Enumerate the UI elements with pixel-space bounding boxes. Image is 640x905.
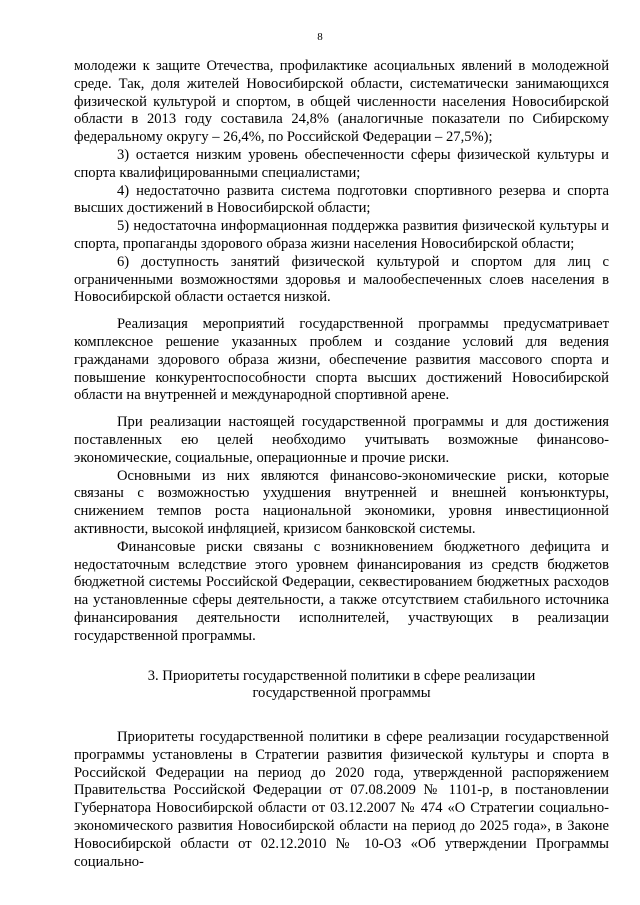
paragraph-continuation: молодежи к защите Отечества, профилактике асоциальных явлений в молодежной среде. Так, доля жителей Новосибирской области, систематически занимающихся физической культурой и спортом, в общей численности населения Новосибирской области в 2013 году составила 24,8% (аналогичные показатели по Сибирскому федеральному округу – 26,4%, по Российской Федерации – 27,5%);	[74, 58, 609, 146]
paragraph-risks-intro: При реализации настоящей государственной программы и для достижения поставленных ею целей необходимо учитывать возможные финансово-экономические, социальные, операционные и прочие риски.	[74, 414, 609, 466]
section-3-heading: 3. Приоритеты государственной политики в сфере реализации государственной программы	[147, 667, 536, 702]
page-number: 8	[317, 31, 323, 43]
paragraph-item-6: 6) доступность занятий физической культурой и спортом для лиц с ограниченными возможностями здоровья и малообеспеченных слоев населения в Новосибирской области остается низкой.	[74, 253, 609, 306]
paragraph-economic-risks: Основными из них являются финансово-экономические риски, которые связаны с возможностью ухудшения внутренней и внешней конъюнктуры, снижением темпов роста национальной экономики, уровня инвестиционной активности, высокой инфляцией, кризисом банковской системы.	[74, 467, 609, 537]
paragraph-priorities: Приоритеты государственной политики в сфере реализации государственной программы установлены в Стратегии развития физической культуры и спорта в Российской Федерации на период до 2020 года, утвержденной распоряжением Правительства Российской Федерации от 07.08.2009 № 1101-р, в постановлении Губернатора Новосибирской области от 03.12.2007 № 474 «О Стратегии социально-экономического развития Новосибирской области на период до 2025 года», в Законе Новосибирской области от 02.12.2010 № 10-ОЗ «Об утверждении Программы социально-	[74, 729, 609, 870]
paragraph-financial-risks: Финансовые риски связаны с возникновением бюджетного дефицита и недостаточным вследствие этого уровнем финансирования из средств бюджетов бюджетной системы Российской Федерации, секвестированием бюджетных расходов на установленные сферы деятельности, а также отсутствием стабильного источника финансирования деятельности исполнителей, участвующих в реализации государственной программы.	[74, 538, 609, 644]
paragraph-item-3: 3) остается низким уровень обеспеченности сферы физической культуры и спорта квалифицированными специалистами;	[74, 146, 609, 181]
document-body	[74, 58, 609, 871]
paragraph-program-implementation: Реализация мероприятий государственной программы предусматривает комплексное решение указанных проблем и создание условий для ведения гражданами здорового образа жизни, обеспечение развития массового спорта и повышение конкурентоспособности спорта высших достижений Новосибирской области на внутренней и международной спортивной арене.	[74, 316, 609, 404]
paragraph-item-4: 4) недостаточно развита система подготовки спортивного резерва и спорта высших достижений в Новосибирской области;	[74, 182, 609, 217]
paragraph-item-5: 5) недостаточна информационная поддержка развития физической культуры и спорта, пропаганды здорового образа жизни населения Новосибирской области;	[74, 218, 609, 252]
